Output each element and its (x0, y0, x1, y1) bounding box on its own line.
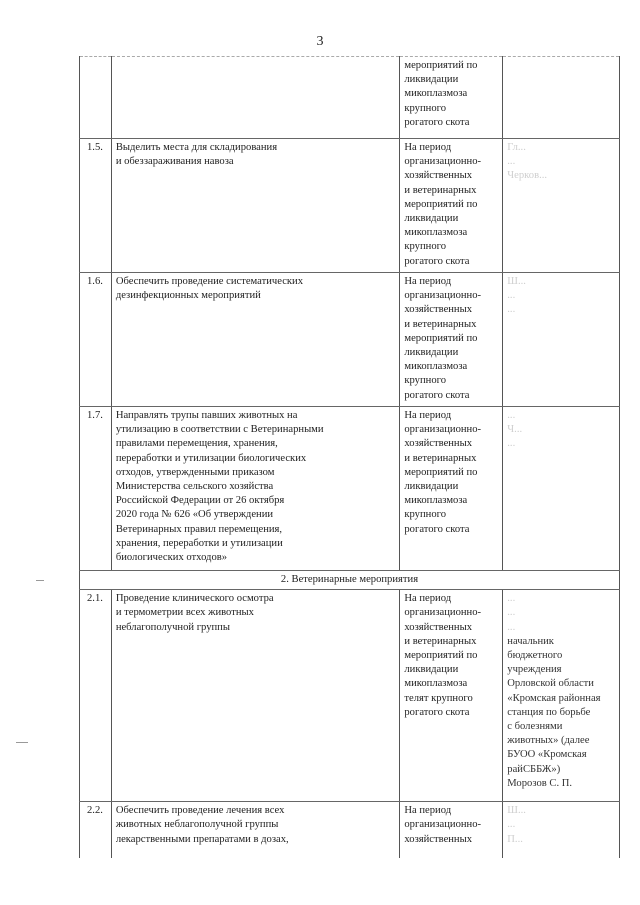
action-cell: Проведение клинического осмотра и термометрии всех животных неблагополучной группы (111, 590, 400, 802)
period-cell: На период организационно- хозяйственных и ветеринарных мероприятий по ликвидации микоплазмоза крупного рогатого скота (400, 139, 503, 273)
section-title: 2. Ветеринарные мероприятия (80, 571, 620, 590)
page-number: 3 (316, 34, 324, 49)
table-row (80, 590, 620, 802)
responsible-cell: Ш... ... ... (503, 273, 620, 407)
responsible-cell (503, 57, 620, 139)
table-row (80, 802, 620, 858)
row-number-cell: 2.2. (80, 802, 112, 858)
action-cell: Обеспечить проведение лечения всех животных неблагополучной группы лекарственными препаратами в дозах, (111, 802, 400, 858)
table-row (80, 139, 620, 273)
action-cell: Обеспечить проведение систематических дезинфекционных мероприятий (111, 273, 400, 407)
period-cell: На период организационно- хозяйственных и ветеринарных мероприятий по ликвидации микоплазмоза крупного рогатого скота (400, 407, 503, 571)
row-number-cell (80, 57, 112, 139)
section-header-row (80, 571, 620, 590)
period-cell: На период организационно- хозяйственных и ветеринарных мероприятий по ликвидации микоплазмоза крупного рогатого скота (400, 273, 503, 407)
scan-mark (36, 580, 44, 581)
table-row (80, 57, 620, 139)
row-number-cell: 1.5. (80, 139, 112, 273)
period-cell: На период организационно- хозяйственных и ветеринарных мероприятий по ликвидации микоплазмоза телят крупного рогатого скота (400, 590, 503, 802)
action-cell: Направлять трупы павших животных на утилизацию в соответствии с Ветеринарными правилами перемещения, хранения, переработки и утилизации биологических отходов, утвержденными приказом Министерства сельского хозяйства Российской Федерации от 26 октября 2020 года № 626 «Об утверждении Ветеринарных правил перемещения, хранения, переработки и утилизации биологических отходов» (111, 407, 400, 571)
action-cell (111, 57, 400, 139)
row-number-cell: 1.7. (80, 407, 112, 571)
measures-table (79, 56, 620, 858)
responsible-cell: Ш... ... П... (503, 802, 620, 858)
scan-mark (16, 742, 28, 743)
table-row (80, 273, 620, 407)
period-cell: мероприятий по ликвидации микоплазмоза крупного рогатого скота (400, 57, 503, 139)
responsible-cell: ... ... ... начальник бюджетного учреждения Орловской области «Кромская районная станция по борьбе с болезнями животных» (далее БУОО «Кромская райСББЖ») Морозов С. П. (503, 590, 620, 802)
row-number-cell: 1.6. (80, 273, 112, 407)
period-cell: На период организационно- хозяйственных (400, 802, 503, 858)
responsible-cell: ... Ч... ... (503, 407, 620, 571)
responsible-cell: Гл... ... Черков... (503, 139, 620, 273)
action-cell: Выделить места для складирования и обеззараживания навоза (111, 139, 400, 273)
table-row (80, 407, 620, 571)
row-number-cell: 2.1. (80, 590, 112, 802)
